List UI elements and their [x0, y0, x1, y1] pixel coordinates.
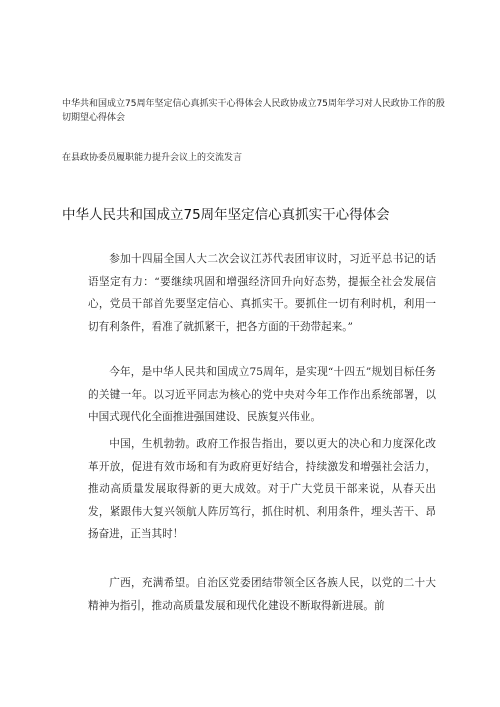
article-paragraph-2: 今年，是中华人民共和国成立75周年，是实现“十四五”规划目标任务的关键一年。以习近平同志为核心的党中央对今年工作作出系统部署，以中国式现代化全面推进强国建设、民族复兴伟业。 — [88, 366, 436, 423]
article-title: 中华人民共和国成立75周年坚定信心真抓实干心得体会 — [62, 207, 390, 223]
toc-item-2[interactable]: 在县政协委员履职能力提升会议上的交流发言 — [62, 153, 243, 163]
article-paragraph-4: 广西，充满希望。自治区党委团结带领全区各族人民，以党的二十大精神为指引，推动高质量发展和现代化建设不断取得新进展。前 — [88, 577, 436, 612]
article-paragraph-1: 参加十四届全国人大二次会议江苏代表团审议时，习近平总书记的话语坚定有力：“要继续巩固和增强经济回升向好态势，提振全社会发展信心，党员干部首先要坚定信心、真抓实干。要抓住一切有利时机，利用一切有利条件，看准了就抓紧干，把各方面的干劲带起来。” — [88, 253, 436, 333]
article-paragraph-3: 中国，生机勃勃。政府工作报告指出，要以更大的决心和力度深化改革开放，促进有效市场和有为政府更好结合，持续激发和增强社会活力，推动高质量发展取得新的更大成效。对于广大党员干部来说，从春天出发，紧跟伟大复兴领航人阵厉笃行，抓住时机、利用条件，埋头苦干、昂扬奋进，正当其时！ — [88, 438, 436, 540]
toc-item-1[interactable]: 中华共和国成立75周年坚定信心真抓实干心得体会人民政协成立75周年学习对人民政协工作的殷切期望心得体会 — [62, 99, 445, 123]
